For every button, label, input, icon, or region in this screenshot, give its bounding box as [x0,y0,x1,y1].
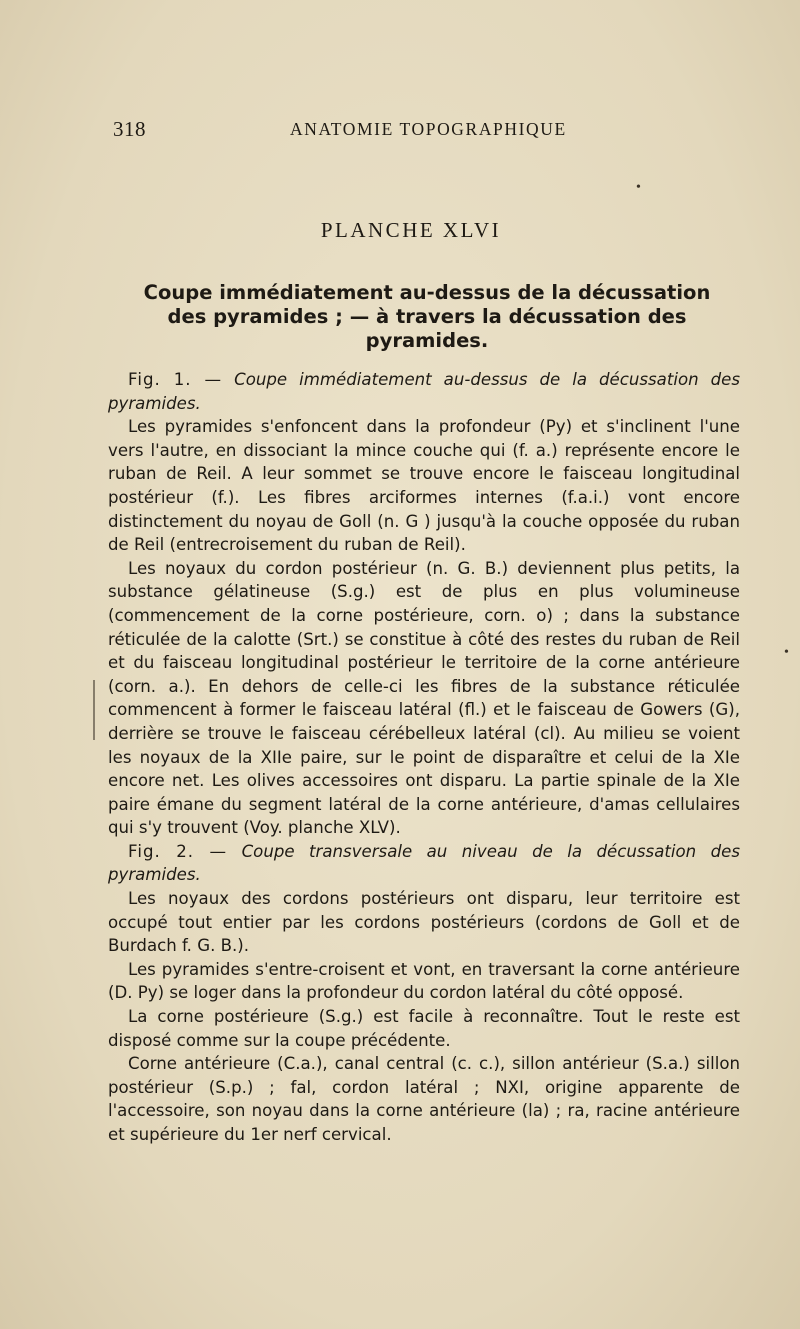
fig2-caption: Coupe transversale au niveau de la décussation des pyramides. [108,841,740,885]
ink-speck: • [636,180,641,195]
fig2-paragraph: Les pyramides s'entre-croisent et vont, en traversant la corne antérieure (D. Py) se loger dans la profondeur du cordon latéral du côté opposé. [108,959,740,1003]
fig1-paragraph: Les noyaux du cordon postérieur (n. G. B.) deviennent plus petits, la substance gélatineuse (S.g.) est de plus en plus volumineuse (commencement de la corne postérieure, corn. o) ; dans la substance réticulée de la calotte (Srt.) se constitue à côté des restes du ruban de Reil et du faisceau longitudinal postérieur le territoire de la corne antérieure (corn. a.). En dehors de celle-ci les fibres de la substance réticulée commencent à former le faisceau latéral (fl.) et le faisceau de Gowers (G), derrière se trouve le faisceau cérébelleux latéral (cl). Au milieu se voient les noyaux de la XIIe paire, sur le point de disparaître et celui de la XIe encore net. Les olives accessoires ont disparu. La partie spinale de la XIe paire émane du segment latéral de la corne antérieure, d'amas cellulaires qui s'y trouvent (Voy. planche XLV). [108,558,740,838]
running-head: ANATOMIE TOPOGRAPHIQUE [290,119,567,139]
body-text [108,368,740,1147]
fig2-label: Fig. 2. — [128,841,228,861]
margin-pencil-mark [93,680,95,740]
fig2-paragraph: La corne postérieure (S.g.) est facile à reconnaître. Tout le reste est disposé comme sur la coupe précédente. [108,1007,740,1050]
fig1-paragraph: Les pyramides s'enfoncent dans la profondeur (Py) et s'inclinent l'une vers l'autre, en dissociant la mince couche qui (f. a.) représente encore le ruban de Reil. A leur sommet se trouve encore le faisceau longitudinal postérieur (f.). Les fibres arciformes internes (f.a.i.) vont encore distinctement du noyau de Goll (n. G ) jusqu'à la couche opposée du ruban de Reil (entrecroisement du ruban de Reil). [108,417,740,555]
fig2-paragraph: Corne antérieure (C.a.), canal central (c. c.), sillon antérieur (S.a.) sillon postérieur (S.p.) ; fal, cordon latéral ; NXI, origine apparente de l'accessoire, son noyau dans la corne antérieure (la) ; ra, racine antérieure et supérieure du 1er nerf cervical. [108,1054,740,1144]
fig2-heading [108,840,740,887]
ink-speck: • [784,645,789,660]
fig1-label: Fig. 1. — [128,370,223,389]
plate-title: PLANCHE XLVI [320,218,502,242]
fig2-paragraph: Les noyaux des cordons postérieurs ont disparu, leur territoire est occupé tout entier par les cordons postérieurs (cordons de Goll et de Burdach f. G. B.). [108,889,740,956]
plate-subtitle: Coupe immédiatement au-dessus de la décussation des pyramides ; — à travers la décussation des pyramides. [143,281,711,352]
fig1-heading [108,368,740,415]
page-number: 318 [113,117,146,141]
fig1-caption: Coupe immédiatement au-dessus de la décussation des pyramides. [108,370,741,413]
